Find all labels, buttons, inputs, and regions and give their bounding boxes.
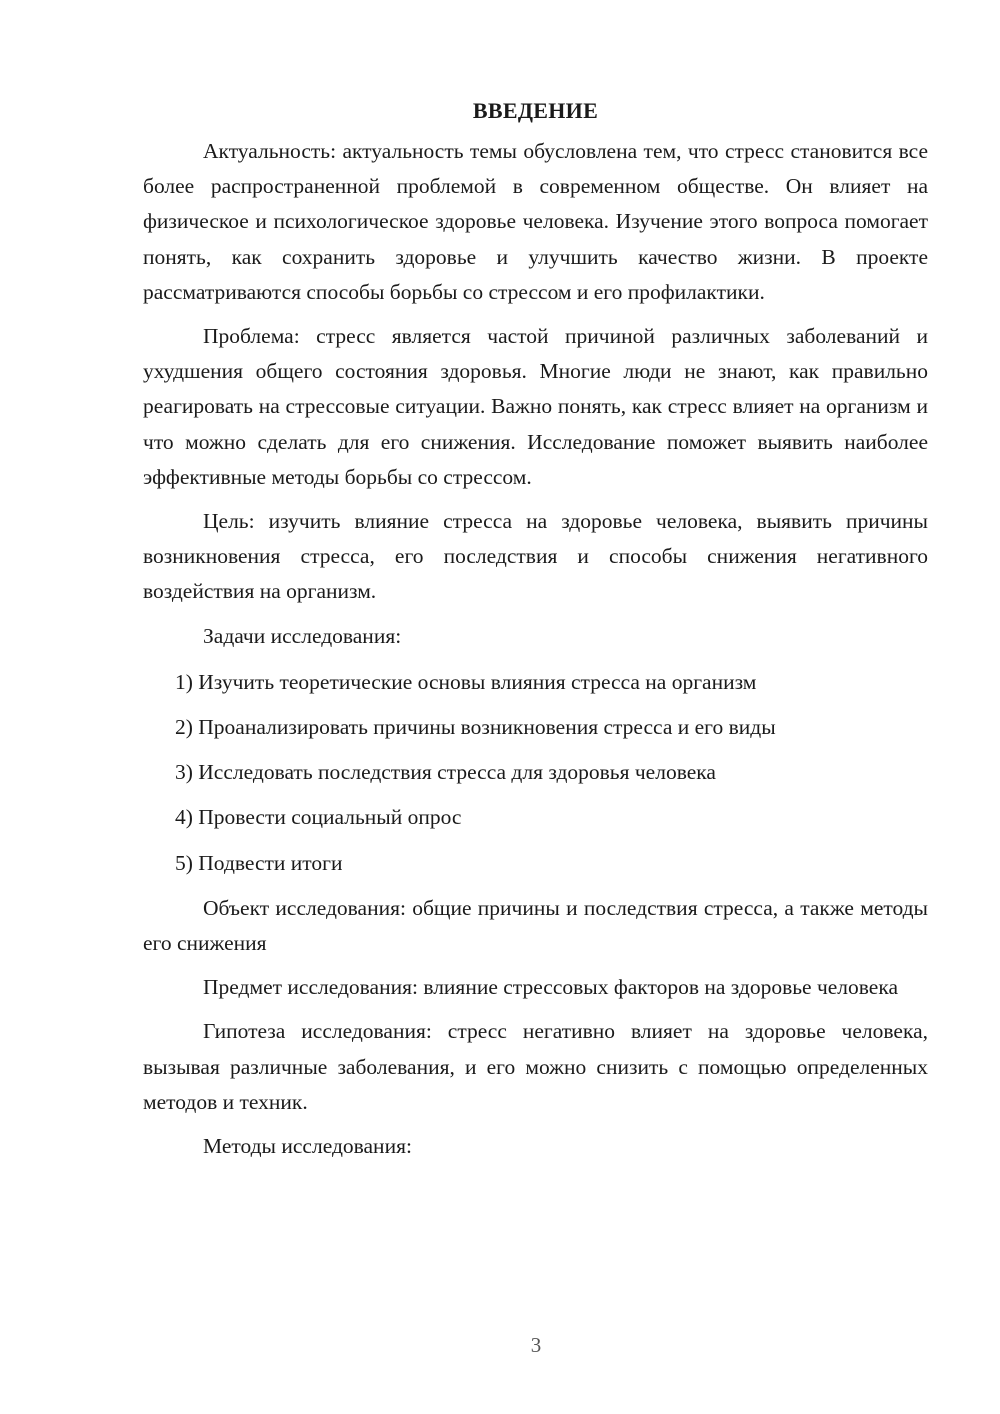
paragraph-object: Объект исследования: общие причины и последствия стресса, а также методы его снижения bbox=[143, 895, 928, 956]
paragraph-tasks-title: Задачи исследования: bbox=[203, 623, 402, 648]
paragraph-hypothesis: Гипотеза исследования: стресс негативно влияет на здоровье человека, вызывая различные заболевания, и его можно снизить с помощью определенных методов и техник. bbox=[143, 1019, 928, 1114]
paragraph-subject: Предмет исследования: влияние стрессовых факторов на здоровье человека bbox=[203, 975, 899, 1000]
list-item: 1) Изучить теоретические основы влияния стресса на организм bbox=[175, 669, 757, 694]
list-item: 3) Исследовать последствия стресса для здоровья человека bbox=[175, 760, 716, 785]
list-item: 2) Проанализировать причины возникновения стресса и его виды bbox=[175, 715, 776, 740]
page-title: ВВЕДЕНИЕ bbox=[472, 98, 599, 123]
document-page bbox=[143, 96, 928, 1175]
paragraph-methods-title: Методы исследования: bbox=[203, 1134, 412, 1159]
tasks-list bbox=[143, 665, 928, 881]
paragraph-problem: Проблема: стресс является частой причиной различных заболеваний и ухудшения общего состояния здоровья. Многие люди не знают, как правильно реагировать на стрессовые ситуации. Важно понять, как стресс влияет на организм и что можно сделать для его снижения. Исследование поможет выявить наиболее эффективные методы борьбы со стрессом. bbox=[143, 324, 928, 489]
paragraph-goal: Цель: изучить влияние стресса на здоровье человека, выявить причины возникновения стресса, его последствия и способы снижения негативного воздействия на организм. bbox=[143, 509, 928, 604]
paragraph-relevance: Актуальность: актуальность темы обусловлена тем, что стресс становится все более распространенной проблемой в современном обществе. Он влияет на физическое и психологическое здоровье человека. Изучение этого вопроса помогает понять, как сохранить здоровье и улучшить качество жизни. В проекте рассматриваются способы борьбы со стрессом и его профилактики. bbox=[143, 139, 928, 304]
list-item: 4) Провести социальный опрос bbox=[175, 805, 462, 830]
page-number: 3 bbox=[530, 1333, 542, 1357]
list-item: 5) Подвести итоги bbox=[175, 850, 343, 875]
